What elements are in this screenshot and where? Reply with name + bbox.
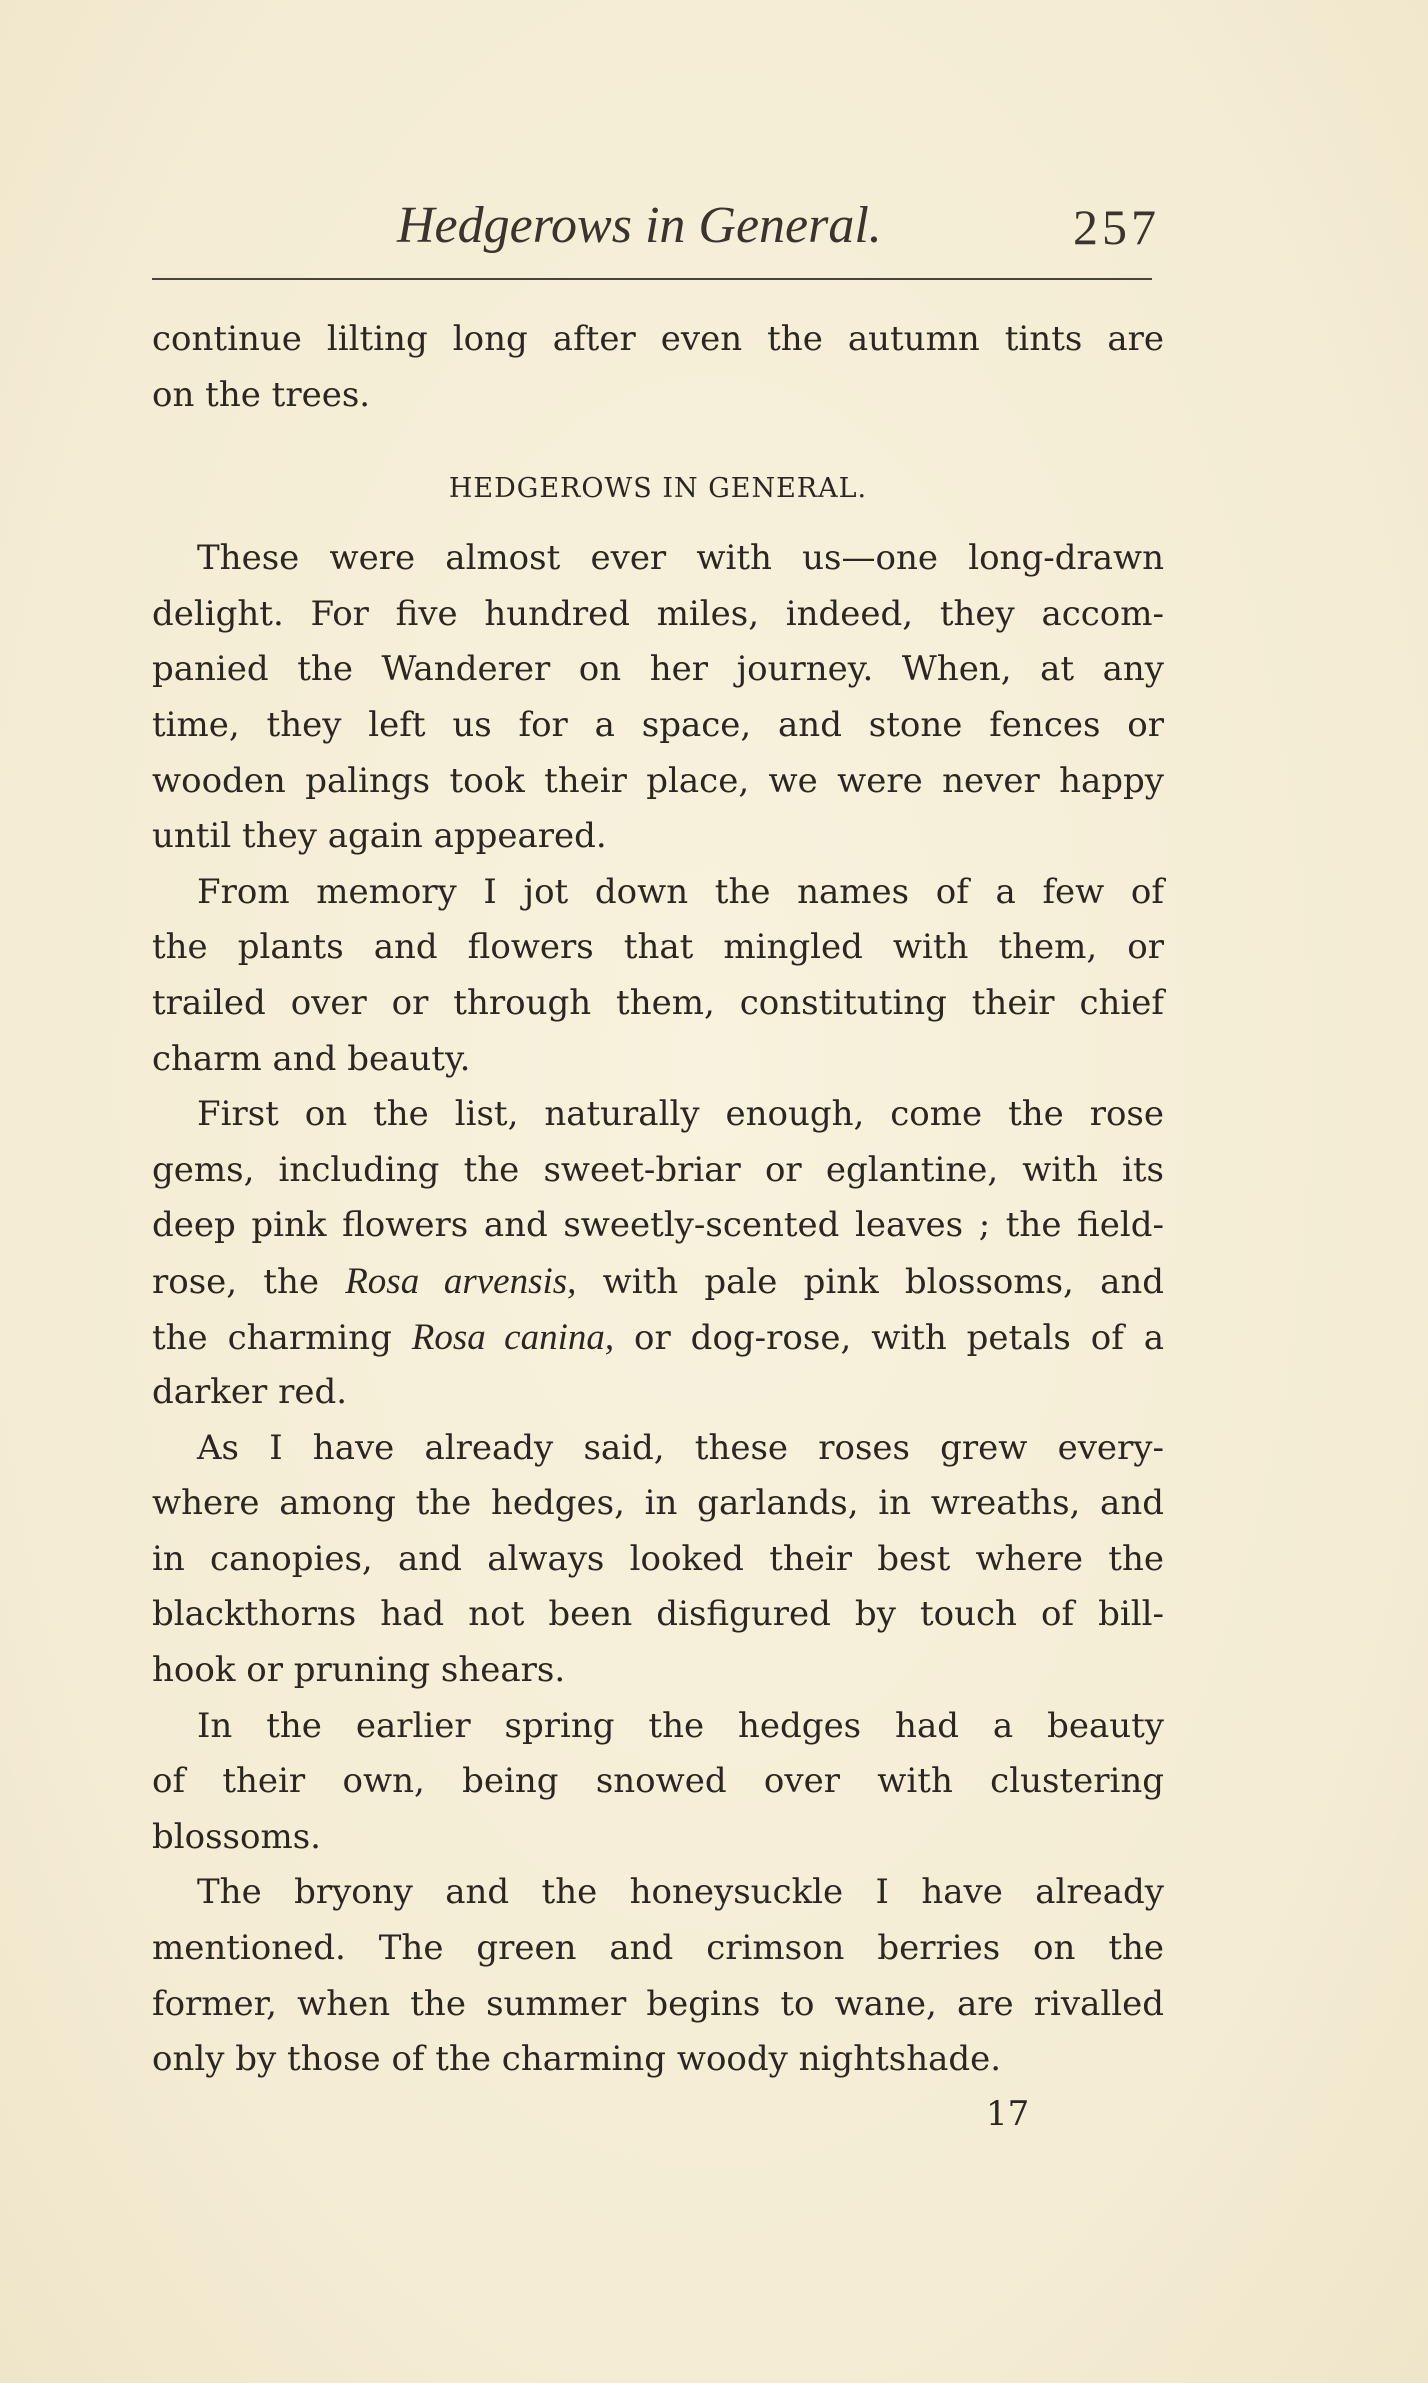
text-run: the charming bbox=[152, 1317, 412, 1358]
text-line: In the earlier spring the hedges had a beauty bbox=[197, 1705, 1164, 1746]
header-rule bbox=[152, 278, 1152, 280]
latin-name: Rosa arvensis, bbox=[345, 1260, 577, 1302]
running-header bbox=[152, 196, 1160, 266]
text-line bbox=[152, 1254, 1164, 1310]
text-line: on the trees. bbox=[152, 374, 371, 415]
text-line: continue lilting long after even the autumn tints are bbox=[152, 319, 1164, 359]
text-line: delight. For five hundred miles, indeed, they accom- bbox=[152, 593, 1164, 634]
text-line: blackthorns had not been disfigured by touch of bill- bbox=[152, 1594, 1164, 1635]
text-line: gems, including the sweet-briar or eglantine, with its bbox=[152, 1149, 1164, 1190]
text-line: where among the hedges, in garlands, in wreaths, and bbox=[152, 1483, 1164, 1524]
text-line: only by those of the charming woody nightshade. bbox=[152, 2039, 1002, 2080]
spacer bbox=[152, 423, 1164, 447]
text-line: The bryony and the honeysuckle I have already bbox=[197, 1872, 1164, 1913]
page-number: 257 bbox=[1073, 199, 1160, 255]
text-line: darker red. bbox=[152, 1372, 348, 1413]
text-line: time, they left us for a space, and stone fences or bbox=[152, 704, 1164, 745]
text-line: blossoms. bbox=[152, 1816, 321, 1857]
text-line: From memory I jot down the names of a few of bbox=[197, 871, 1164, 912]
text-line: until they again appeared. bbox=[152, 816, 607, 857]
text-line: the plants and flowers that mingled with them, or bbox=[152, 927, 1164, 968]
text-line: of their own, being snowed over with clustering bbox=[152, 1761, 1164, 1802]
text-line bbox=[152, 1310, 1164, 1366]
text-line: wooden palings took their place, we were never happy bbox=[152, 760, 1164, 801]
text-line: in canopies, and always looked their best where the bbox=[152, 1538, 1164, 1579]
latin-name: Rosa canina, bbox=[411, 1316, 615, 1358]
text-run: with pale pink blossoms, and bbox=[576, 1261, 1164, 1302]
text-line: charm and beauty. bbox=[152, 1038, 471, 1079]
body-text bbox=[152, 312, 1164, 2088]
text-run: rose, the bbox=[152, 1261, 346, 1302]
running-title: Hedgerows in General. bbox=[397, 197, 882, 254]
text-line: First on the list, naturally enough, come the rose bbox=[197, 1094, 1164, 1135]
text-line: These were almost ever with us—one long-drawn bbox=[197, 538, 1164, 579]
text-line: As I have already said, these roses grew every- bbox=[197, 1427, 1164, 1468]
text-line: panied the Wanderer on her journey. When, at any bbox=[152, 649, 1164, 690]
text-run: or dog-rose, with petals of a bbox=[614, 1317, 1164, 1358]
text-line: deep pink flowers and sweetly-scented leaves ; the field- bbox=[152, 1205, 1164, 1246]
section-heading: HEDGEROWS IN GENERAL. bbox=[448, 473, 868, 505]
text-line: former, when the summer begins to wane, are rivalled bbox=[152, 1983, 1164, 2024]
text-line: trailed over or through them, constituting their chief bbox=[152, 982, 1164, 1023]
text-line: hook or pruning shears. bbox=[152, 1650, 566, 1691]
signature-mark: 17 bbox=[986, 2094, 1030, 2134]
text-line: mentioned. The green and crimson berries on the bbox=[152, 1928, 1164, 1969]
